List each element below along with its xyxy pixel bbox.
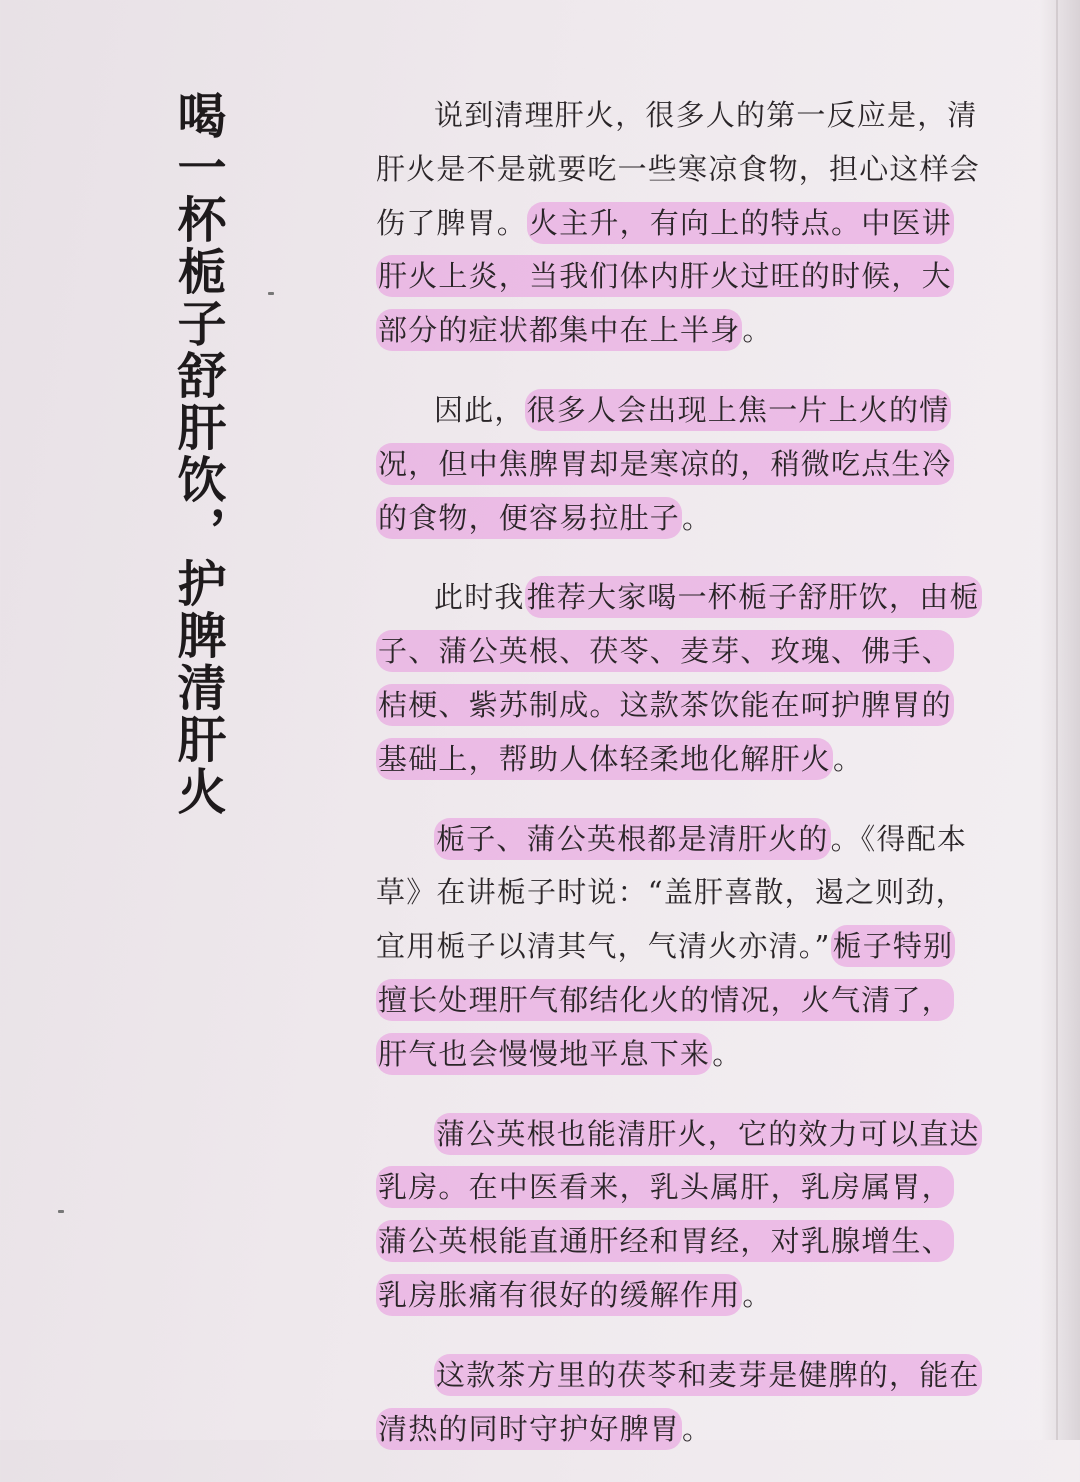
chapter-title: 喝一杯栀子舒肝饮，护脾清肝火	[170, 90, 227, 818]
highlight-segment: 栀子特别擅长处理肝气郁结化火的情况，火气清了，肝气也会慢慢地平息下来	[376, 925, 955, 1075]
highlight-segment: 这款茶方里的茯苓和麦芽是健脾的，能在清热的同时守护好脾胃	[376, 1354, 982, 1450]
text-segment: 。《得配本草》在讲栀子时说：“盖肝喜散，遏之则劲，宜用栀子以清其气，气清火亦清。”	[376, 821, 968, 964]
paragraph-5	[376, 1108, 981, 1323]
highlight-segment: 推荐大家喝一杯栀子舒肝饮，由栀子、蒲公英根、茯苓、麦芽、玫瑰、佛手、桔梗、紫苏制成。这款茶饮能在呵护脾胃的基础上，帮助人体轻柔地化解肝火	[376, 576, 982, 779]
paragraph-1	[376, 89, 981, 358]
text-segment: 此时我	[434, 580, 525, 615]
text-segment: 。	[833, 741, 864, 776]
text-segment: 。	[682, 1411, 713, 1446]
paragraph-4	[376, 813, 981, 1082]
page-edge-line	[1056, 0, 1058, 1440]
text-segment: 。	[682, 500, 713, 535]
text-segment: 。	[742, 1277, 773, 1312]
highlight-segment: 很多人会出现上焦一片上火的情况，但中焦脾胃却是寒凉的，稍微吃点生冷的食物，便容易拉肚子	[376, 389, 954, 539]
highlight-segment: 火主升，有向上的特点。中医讲肝火上炎，当我们体内肝火过旺的时候，大部分的症状都集中在上半身	[376, 202, 954, 352]
paragraph-6	[376, 1349, 981, 1457]
page-edge-shadow	[1040, 0, 1080, 1440]
paragraph-3	[376, 571, 981, 786]
highlight-segment: 栀子、蒲公英根都是清肝火的	[434, 818, 831, 860]
stray-mark	[268, 292, 274, 295]
text-segment: 。	[742, 313, 773, 348]
paragraph-2	[376, 384, 981, 545]
text-segment: 因此，	[434, 392, 525, 427]
text-segment: 。	[712, 1036, 743, 1071]
highlight-segment: 蒲公英根也能清肝火，它的效力可以直达乳房。在中医看来，乳头属肝，乳房属胃，蒲公英根能直通肝经和胃经，对乳腺增生、乳房胀痛有很好的缓解作用	[376, 1113, 982, 1316]
article-body	[376, 89, 981, 1482]
stray-mark	[58, 1210, 64, 1213]
text-segment: 说到清理肝火，很多人的第一反应是，清肝火是不是就要吃一些寒凉食物，担心这样会伤了脾胃。	[376, 98, 981, 240]
